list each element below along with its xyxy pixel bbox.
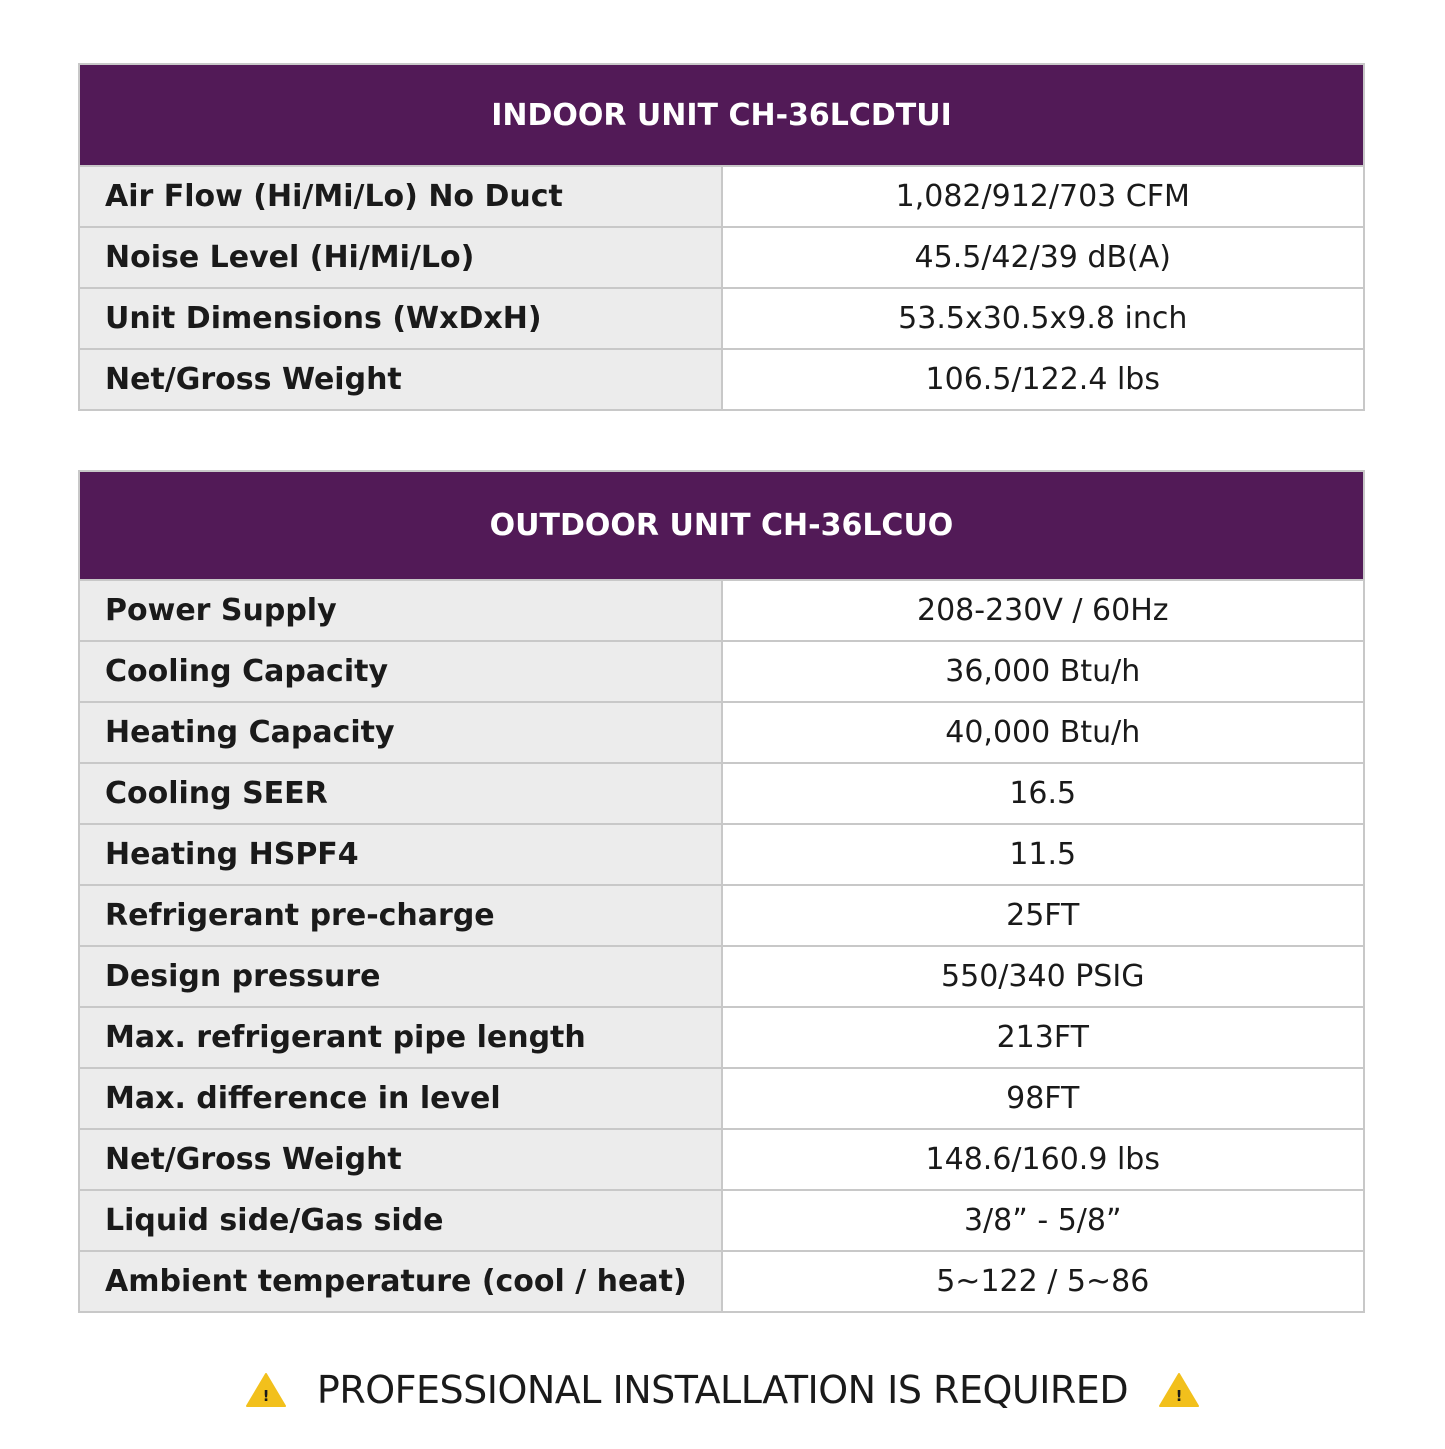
spec-label: Ambient temperature (cool / heat) xyxy=(79,1251,722,1312)
spec-value: 36,000 Btu/h xyxy=(722,641,1365,702)
notice-text: PROFESSIONAL INSTALLATION IS REQUIRED xyxy=(316,1368,1129,1412)
warning-triangle-icon xyxy=(1158,1372,1200,1408)
table-row xyxy=(79,1251,1364,1312)
outdoor-unit-table xyxy=(78,470,1365,1313)
spec-value: 16.5 xyxy=(722,763,1365,824)
spec-value: 3/8” - 5/8” xyxy=(722,1190,1365,1251)
spec-value: 106.5/122.4 lbs xyxy=(722,349,1365,410)
table-row xyxy=(79,166,1364,227)
spec-label: Refrigerant pre-charge xyxy=(79,885,722,946)
table-row xyxy=(79,580,1364,641)
table-row xyxy=(79,702,1364,763)
installation-notice xyxy=(0,1362,1445,1418)
table-row xyxy=(79,288,1364,349)
table-row xyxy=(79,1068,1364,1129)
table-row xyxy=(79,885,1364,946)
table-row xyxy=(79,824,1364,885)
spec-label: Cooling SEER xyxy=(79,763,722,824)
table-row xyxy=(79,1007,1364,1068)
table-row xyxy=(79,227,1364,288)
svg-text:!: ! xyxy=(1175,1387,1183,1405)
spec-value: 1,082/912/703 CFM xyxy=(722,166,1365,227)
svg-text:!: ! xyxy=(262,1387,270,1405)
spec-label: Heating Capacity xyxy=(79,702,722,763)
spec-label: Noise Level (Hi/Mi/Lo) xyxy=(79,227,722,288)
spec-label: Power Supply xyxy=(79,580,722,641)
indoor-unit-title: INDOOR UNIT CH-36LCDTUI xyxy=(79,64,1364,166)
outdoor-unit-title: OUTDOOR UNIT CH-36LCUO xyxy=(79,471,1364,580)
spec-label: Net/Gross Weight xyxy=(79,1129,722,1190)
spec-value: 25FT xyxy=(722,885,1365,946)
table-row xyxy=(79,1190,1364,1251)
spec-value: 148.6/160.9 lbs xyxy=(722,1129,1365,1190)
spec-label: Cooling Capacity xyxy=(79,641,722,702)
spec-label: Air Flow (Hi/Mi/Lo) No Duct xyxy=(79,166,722,227)
spec-value: 11.5 xyxy=(722,824,1365,885)
spec-label: Max. difference in level xyxy=(79,1068,722,1129)
spec-value: 98FT xyxy=(722,1068,1365,1129)
table-row xyxy=(79,946,1364,1007)
spec-value: 45.5/42/39 dB(A) xyxy=(722,227,1365,288)
spec-value: 208-230V / 60Hz xyxy=(722,580,1365,641)
spec-value: 550/340 PSIG xyxy=(722,946,1365,1007)
spec-value: 213FT xyxy=(722,1007,1365,1068)
spec-label: Net/Gross Weight xyxy=(79,349,722,410)
table-row xyxy=(79,349,1364,410)
spec-value: 40,000 Btu/h xyxy=(722,702,1365,763)
table-row xyxy=(79,641,1364,702)
spec-label: Heating HSPF4 xyxy=(79,824,722,885)
indoor-unit-table xyxy=(78,63,1365,411)
spec-label: Design pressure xyxy=(79,946,722,1007)
spec-value: 53.5x30.5x9.8 inch xyxy=(722,288,1365,349)
spec-label: Liquid side/Gas side xyxy=(79,1190,722,1251)
spec-label: Unit Dimensions (WxDxH) xyxy=(79,288,722,349)
table-row xyxy=(79,763,1364,824)
warning-triangle-icon xyxy=(245,1372,287,1408)
spec-value: 5~122 / 5~86 xyxy=(722,1251,1365,1312)
spec-label: Max. refrigerant pipe length xyxy=(79,1007,722,1068)
table-row xyxy=(79,1129,1364,1190)
